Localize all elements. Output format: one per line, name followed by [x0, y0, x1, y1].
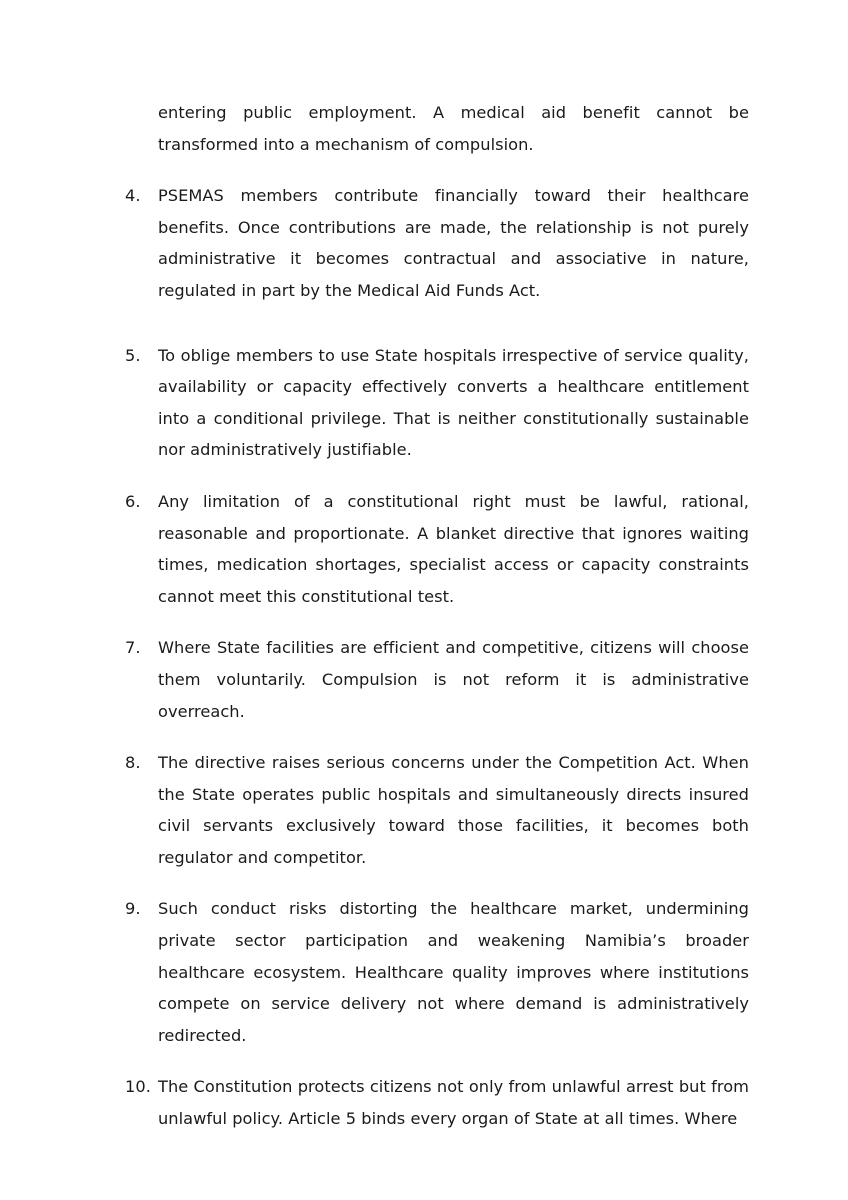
item-text: Any limitation of a constitutional right must be lawful, rational, reasonable and proportionate. A blanket directive that ignores waiting times, medication shortages, specialist access or capacity constraints cannot meet this constitutional test. — [158, 491, 749, 606]
item-text: The Constitution protects citizens not only from unlawful arrest but from unlawful policy. Article 5 binds every organ of State at all times. Where — [158, 1077, 749, 1129]
item-number: 5. — [125, 345, 141, 365]
list-item-10 — [125, 1071, 749, 1134]
item-text: Such conduct risks distorting the healthcare market, undermining private sector participation and weakening Namibia’s broader healthcare ecosystem. Healthcare quality improves where institutions compete on service delivery not where demand is administratively redirected. — [158, 899, 749, 1045]
continuation-paragraph — [125, 97, 749, 160]
item-number: 9. — [125, 899, 141, 919]
list-item-8 — [125, 747, 749, 873]
item-number: 10. — [125, 1077, 151, 1097]
item-number: 8. — [125, 753, 141, 773]
item-number: 6. — [125, 491, 141, 511]
continuation-text: entering public employment. A medical aid benefit cannot be transformed into a mechanism of compulsion. — [158, 103, 749, 154]
item-number: 7. — [125, 638, 141, 658]
item-text: To oblige members to use State hospitals irrespective of service quality, availability or capacity effectively converts a healthcare entitlement into a conditional privilege. That is neither constitutionally sustainable nor administratively justifiable. — [158, 345, 749, 460]
list-item-6 — [125, 486, 749, 612]
item-text: Where State facilities are efficient and competitive, citizens will choose them voluntarily. Compulsion is not reform it is administrative overreach. — [158, 638, 749, 721]
list-item-7 — [125, 632, 749, 727]
item-number: 4. — [125, 186, 141, 206]
list-item-5 — [125, 340, 749, 466]
item-text: PSEMAS members contribute financially toward their healthcare benefits. Once contributions are made, the relationship is not purely administrative it becomes contractual and associative in nature, regulated in part by the Medical Aid Funds Act. — [158, 186, 749, 300]
document-body — [125, 97, 749, 1135]
item-text: The directive raises serious concerns under the Competition Act. When the State operates public hospitals and simultaneously directs insured civil servants exclusively toward those facilities, it becomes both regulator and competitor. — [158, 753, 749, 867]
list-item-4 — [125, 180, 749, 306]
list-item-9 — [125, 893, 749, 1051]
